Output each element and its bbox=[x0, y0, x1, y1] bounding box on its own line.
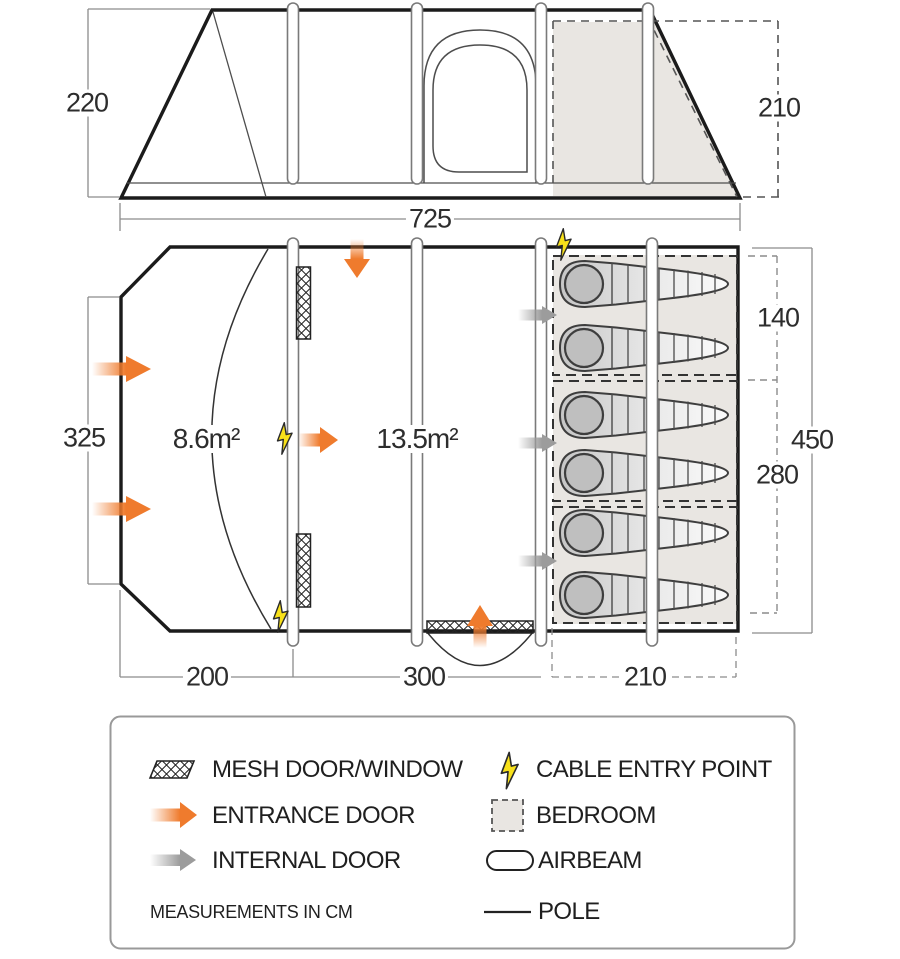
dim-living-length: 300 bbox=[400, 664, 448, 691]
mesh-door-window-icon bbox=[150, 761, 194, 778]
legend-label-internal: INTERNAL DOOR bbox=[212, 847, 401, 874]
legend-label-bedroom: BEDROOM bbox=[536, 802, 656, 829]
porch-area-label: 8.6m² bbox=[169, 425, 244, 453]
living-area-label: 13.5m² bbox=[372, 425, 461, 453]
legend-label-mesh: MESH DOOR/WINDOW bbox=[212, 756, 463, 783]
mesh-strip-bottom bbox=[297, 534, 311, 607]
dim-side-height-right: 210 bbox=[755, 95, 803, 122]
mesh-strip-top bbox=[297, 267, 311, 339]
dim-length-total: 725 bbox=[406, 206, 454, 233]
legend-label-airbeam: AIRBEAM bbox=[538, 847, 642, 874]
legend-label-entrance: ENTRANCE DOOR bbox=[212, 802, 415, 829]
dim-bedroom-bottom: 280 bbox=[753, 462, 801, 489]
dim-bedroom-length: 210 bbox=[621, 664, 669, 691]
legend-label-pole: POLE bbox=[538, 898, 600, 925]
dim-porch-length: 200 bbox=[183, 664, 231, 691]
airbeam-icon bbox=[487, 851, 533, 870]
bedroom-area bbox=[553, 255, 738, 624]
dim-bedroom-top: 140 bbox=[754, 305, 802, 332]
dim-side-height-left: 220 bbox=[63, 90, 111, 117]
legend-label-cable: CABLE ENTRY POINT bbox=[536, 756, 772, 783]
legend-note: MEASUREMENTS IN CM bbox=[150, 902, 353, 922]
side-view bbox=[88, 3, 781, 231]
dim-bedroom-total: 450 bbox=[788, 427, 836, 454]
bedroom-icon bbox=[492, 800, 523, 831]
dim-plan-depth: 325 bbox=[60, 425, 108, 452]
